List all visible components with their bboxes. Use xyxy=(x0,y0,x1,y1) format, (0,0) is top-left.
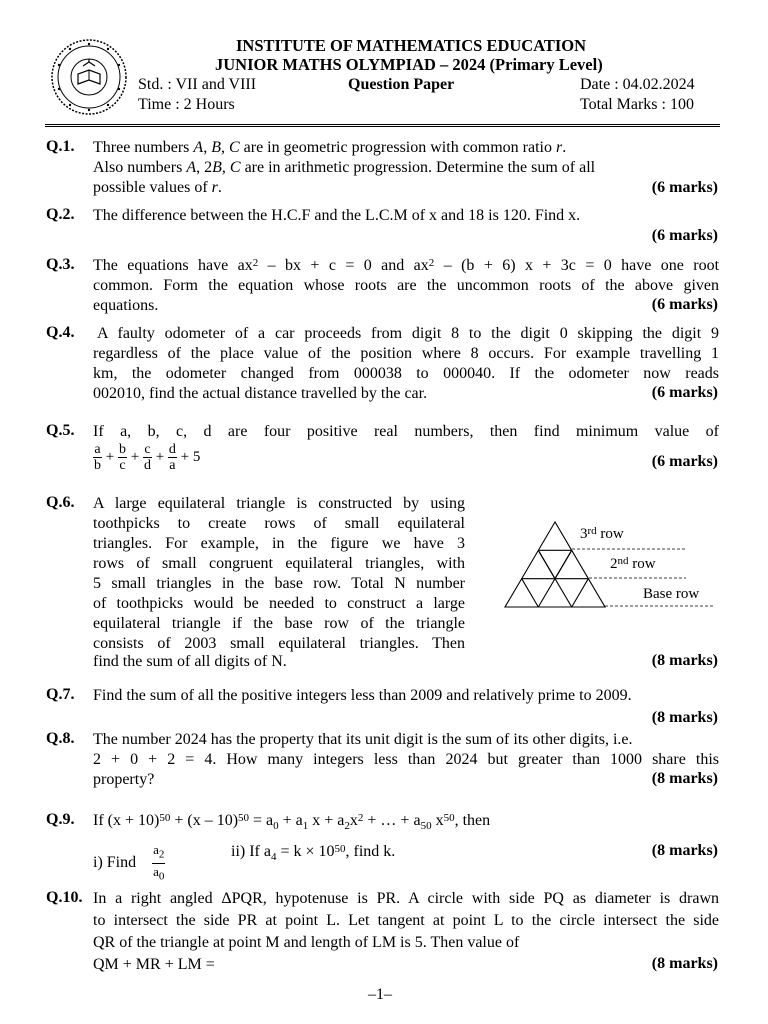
toothpick-triangle-figure xyxy=(500,518,720,610)
q9-line1: If $(x + 10)^{50} + (x - 10)^{50} = a_0 + a_1$ $x + a_2x^2$ + … + $a_{50}$ $x^{50}$, then xyxy=(93,812,491,833)
q2-number: Q.2. xyxy=(46,206,75,223)
institute-name: INSTITUTE OF MATHEMATICS EDUCATION xyxy=(236,36,587,55)
q3-marks: (6 marks) xyxy=(651,296,718,313)
q7-marks: (8 marks) xyxy=(651,709,718,726)
total-marks-label: Total Marks : 100 xyxy=(580,96,694,113)
q5-expression: $\frac{a}{b}$ + $\frac{b}{c}$ + $\frac{c}{d}$ + $\frac{d}{a}$ + 5 xyxy=(94,442,201,473)
q10-number: Q.10. xyxy=(46,889,83,906)
q4-line4: 002010, find the actual distance travelled by the car. xyxy=(93,385,428,402)
q5-number: Q.5. xyxy=(46,422,75,439)
q10-line2: to intersect the side PR at point L. Let tangent at point L to the circle intersect the side xyxy=(93,912,719,929)
time-label: Time : 2 Hours xyxy=(138,96,235,113)
q7-number: Q.7. xyxy=(46,686,75,703)
q7-text: Find the sum of all the positive integers less than 2009 and relatively prime to 2009. xyxy=(93,687,632,704)
q3-number: Q.3. xyxy=(46,256,75,273)
institute-logo xyxy=(50,38,128,116)
q6-line6: of toothpicks would be needed to construct a large xyxy=(93,595,465,612)
q10-marks: (8 marks) xyxy=(651,955,718,972)
q1-line1: Three numbers A, B, C are in geometric progression with common ratio r. xyxy=(93,139,567,156)
q1-line3: possible values of r. xyxy=(93,179,222,196)
base-row-label: Base row xyxy=(643,586,700,602)
q10-line3: QR of the triangle at point M and length of LM is 5. Then value of xyxy=(93,934,520,951)
q1-marks: (6 marks) xyxy=(651,179,718,196)
q6-line7: equilateral triangle if the base row of the triangle xyxy=(93,615,465,632)
q4-line1: A faulty odometer of a car proceeds from digit 8 to the digit 0 skipping the digit 9 xyxy=(97,325,719,342)
q4-line2: regardless of the place value of the position where 8 occurs. For example travelling 1 xyxy=(93,345,719,362)
q5-line1: If a, b, c, d are four positive real numbers, then find minimum value of xyxy=(93,423,719,440)
q6-number: Q.6. xyxy=(46,494,75,511)
row3-label: 3rd row xyxy=(580,525,624,542)
page-number: –1– xyxy=(368,986,392,1003)
q6-line8: consists of 2003 small equilateral triangles. Then xyxy=(93,635,465,652)
q4-number: Q.4. xyxy=(46,324,75,341)
q2-marks: (6 marks) xyxy=(651,227,718,244)
q6-line2: toothpicks to create rows of small equilateral xyxy=(93,515,465,532)
q1-line2: Also numbers A, 2B, C are in arithmetic progression. Determine the sum of all xyxy=(93,159,596,176)
q8-marks: (8 marks) xyxy=(651,770,718,787)
q9-number: Q.9. xyxy=(46,811,75,828)
q4-line3: km, the odometer changed from 000038 to 000040. If the odometer now reads xyxy=(93,365,719,382)
q8-number: Q.8. xyxy=(46,730,75,747)
row2-label: 2nd row xyxy=(610,555,656,572)
q8-line1: The number 2024 has the property that its unit digit is the sum of its other digits, i.e. xyxy=(93,731,633,748)
q4-marks: (6 marks) xyxy=(651,384,718,401)
q3-line1: The equations have $ax^2$ – bx + c = 0 and $ax^2 - (b + 6) x + 3c = 0$ have one root xyxy=(93,257,720,274)
q9-marks: (8 marks) xyxy=(651,842,718,859)
q9-part-i: i) Find $\frac{a_2}{a_0}$ xyxy=(93,842,165,883)
q8-line3: property? xyxy=(93,771,155,788)
exam-title: JUNIOR MATHS OLYMPIAD – 2024 (Primary Level) xyxy=(215,55,603,74)
q6-line3: triangles. For example, in the figure we have 3 xyxy=(93,535,465,552)
q6-line1: A large equilateral triangle is constructed by using xyxy=(93,495,465,512)
q8-line2: 2 + 0 + 2 = 4. How many integers less than 2024 but greater than 1000 share this xyxy=(93,751,719,768)
date-label: Date : 04.02.2024 xyxy=(580,76,695,93)
q3-line2: common. Form the equation whose roots are the uncommon roots of the above given xyxy=(93,277,719,294)
q10-line4: QM + MR + LM = xyxy=(93,956,215,973)
paper-label: Question Paper xyxy=(348,76,455,93)
q3-line3: equations. xyxy=(93,297,159,314)
q2-text: The difference between the H.C.F and the L.C.M of x and 18 is 120. Find x. xyxy=(93,207,581,224)
q6-marks: (8 marks) xyxy=(651,652,718,669)
q6-line9: find the sum of all digits of N. xyxy=(93,653,287,670)
q1-number: Q.1. xyxy=(46,138,75,155)
q6-line5: 5 small triangles in the base row. Total N number xyxy=(93,575,465,592)
q6-line4: rows of small congruent equilateral triangles, with xyxy=(93,555,465,572)
q9-part-ii: ii) If $a_4 = k \times 10^{50}$, find k. xyxy=(231,843,396,864)
q5-marks: (6 marks) xyxy=(651,453,718,470)
standard-label: Std. : VII and VIII xyxy=(138,76,257,93)
q10-line1: In a right angled ΔPQR, hypotenuse is PR. A circle with side PQ as diameter is drawn xyxy=(93,890,719,907)
header-divider xyxy=(45,124,720,127)
